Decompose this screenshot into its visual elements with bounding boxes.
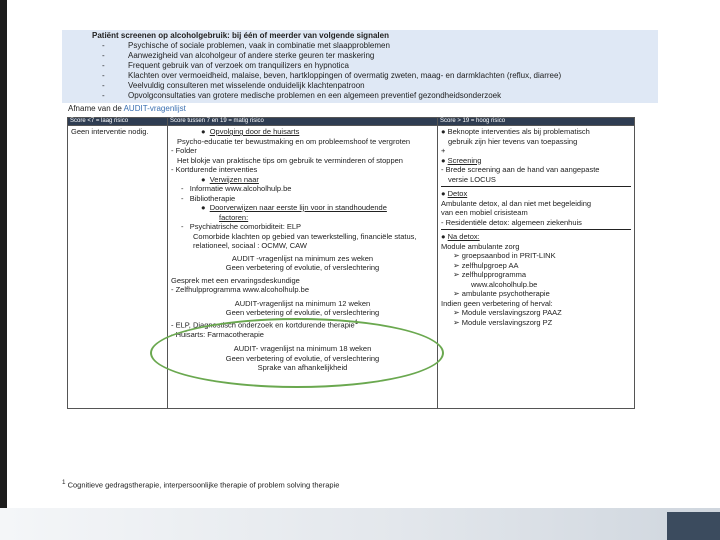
slide-bottom-band	[0, 508, 720, 540]
arrow-bullet-icon: ➢	[453, 289, 460, 298]
risk-table	[67, 117, 635, 409]
divider	[441, 186, 631, 187]
bullet-icon: ●	[201, 203, 206, 212]
signal-item: - Aanwezigheid van alcoholgeur of andere sterke geuren ter maskering	[102, 51, 375, 60]
divider	[441, 229, 631, 230]
audit-link: AUDIT-vragenlijst	[123, 104, 186, 113]
signal-item: - Psychische of sociale problemen, vaak in combinatie met slaapproblemen	[102, 41, 390, 50]
signal-item: - Veelvuldig consulteren met wisselende onduidelijk klachtenpatroon	[102, 81, 365, 90]
table-row	[68, 126, 635, 409]
bullet-icon: ●	[441, 155, 446, 165]
arrow-bullet-icon: ➢	[453, 260, 460, 270]
arrow-bullet-icon: ➢	[453, 317, 460, 327]
signal-item: - Opvolgconsultaties van grotere medische problemen en een algemeen preventief gezondheidsonderzoek	[102, 91, 502, 100]
header-low-risk: Score <7 = laag risico	[68, 118, 168, 126]
screening-signals-box	[62, 30, 658, 103]
arrow-bullet-icon: ➢	[453, 308, 460, 317]
slide-corner-square	[667, 512, 720, 540]
bullet-icon: ●	[441, 127, 446, 136]
cell-low-risk: Geen interventie nodig.	[68, 126, 168, 409]
header-high-risk: Score > 19 = hoog risico	[438, 118, 635, 126]
signal-item: - Klachten over vermoeidheid, malaise, beven, hartkloppingen of overmatig zweten, maag- en darmklachten (reflux, diarree)	[102, 71, 562, 80]
bullet-icon: ●	[201, 127, 206, 136]
cell-high-risk: ● Beknopte interventies als bij problematisch gebruik zijn hier tevens van toepassing + ● Screening - Brede screening aan de hand van aangepaste versie LOCUS ● Detox Ambulante detox, al dan niet met begeleiding van een mobiel crisisteam - Residentiële detox: algemeen ziekenhuis ● Na detox: Module ambulante zorg ➢ groepsaanbod in PRIT-LINK ➢ zelfhulpgroep AA ➢ zelfhulpprogramma www.alcoholhulp.be ➢ ambulante psychotherapie Indien geen verbetering of herval: ➢ Module verslavingszorg PAAZ ➢ Module verslavingszorg PZ	[438, 126, 635, 409]
bullet-icon: ●	[201, 174, 206, 184]
bullet-icon: ●	[441, 189, 446, 198]
table-header-row	[68, 118, 635, 126]
bullet-icon: ●	[441, 232, 446, 241]
arrow-bullet-icon: ➢	[453, 251, 460, 260]
slide-content	[62, 30, 662, 114]
slide-left-bar	[0, 0, 7, 510]
afname-line: Afname van de AUDIT-vragenlijst	[68, 104, 186, 113]
header-moderate-risk: Score tussen 7 en 19 = matig risico	[168, 118, 438, 126]
signal-item: - Frequent gebruik van of verzoek om tranquilizers en hypnotica	[102, 61, 350, 70]
cell-moderate-risk: ● Opvolging door de huisarts Psycho-educatie ter bewustmaking en om probleemshoof te vergroten - Folder Het blokje van praktische tips om gebruik te verminderen of stoppen - Kortdurende interventies ● Verwijzen naar - Informatie www.alcoholhulp.be - Bibliotherapie ● Doorverwijzen naar eerste lijn voor in standhoudende factoren: - Psychiatrische comorbiditeit: ELP Comorbide klachten op gebied van tewerkstelling, financiële status, relationeel, sociaal : OCMW, CAW AUDIT -vragenlijst na minimum zes weken Geen verbetering of evolutie, of verslechtering Gesprek met een ervaringsdeskundige - Zelfhulpprogramma www.alcoholhulp.be AUDIT-vragenlijst na minimum 12 weken Geen verbetering of evolutie, of verslechtering - ELP, Diagnostisch onderzoek en kortdurende therapie$^1$ - Huisarts: Farmacotherapie AUDIT- vragenlijst na minimum 18 weken Geen verbetering of evolutie, of verslechtering Sprake van afhankelijkheid	[168, 126, 438, 409]
arrow-bullet-icon: ➢	[453, 270, 460, 279]
signals-title: Patiënt screenen op alcoholgebruik: bij één of meerder van volgende signalen	[92, 31, 389, 40]
footnote: $^1$ Cognitieve gedragstherapie, interpersoonlijke therapie of problem solving therapie	[62, 479, 340, 490]
